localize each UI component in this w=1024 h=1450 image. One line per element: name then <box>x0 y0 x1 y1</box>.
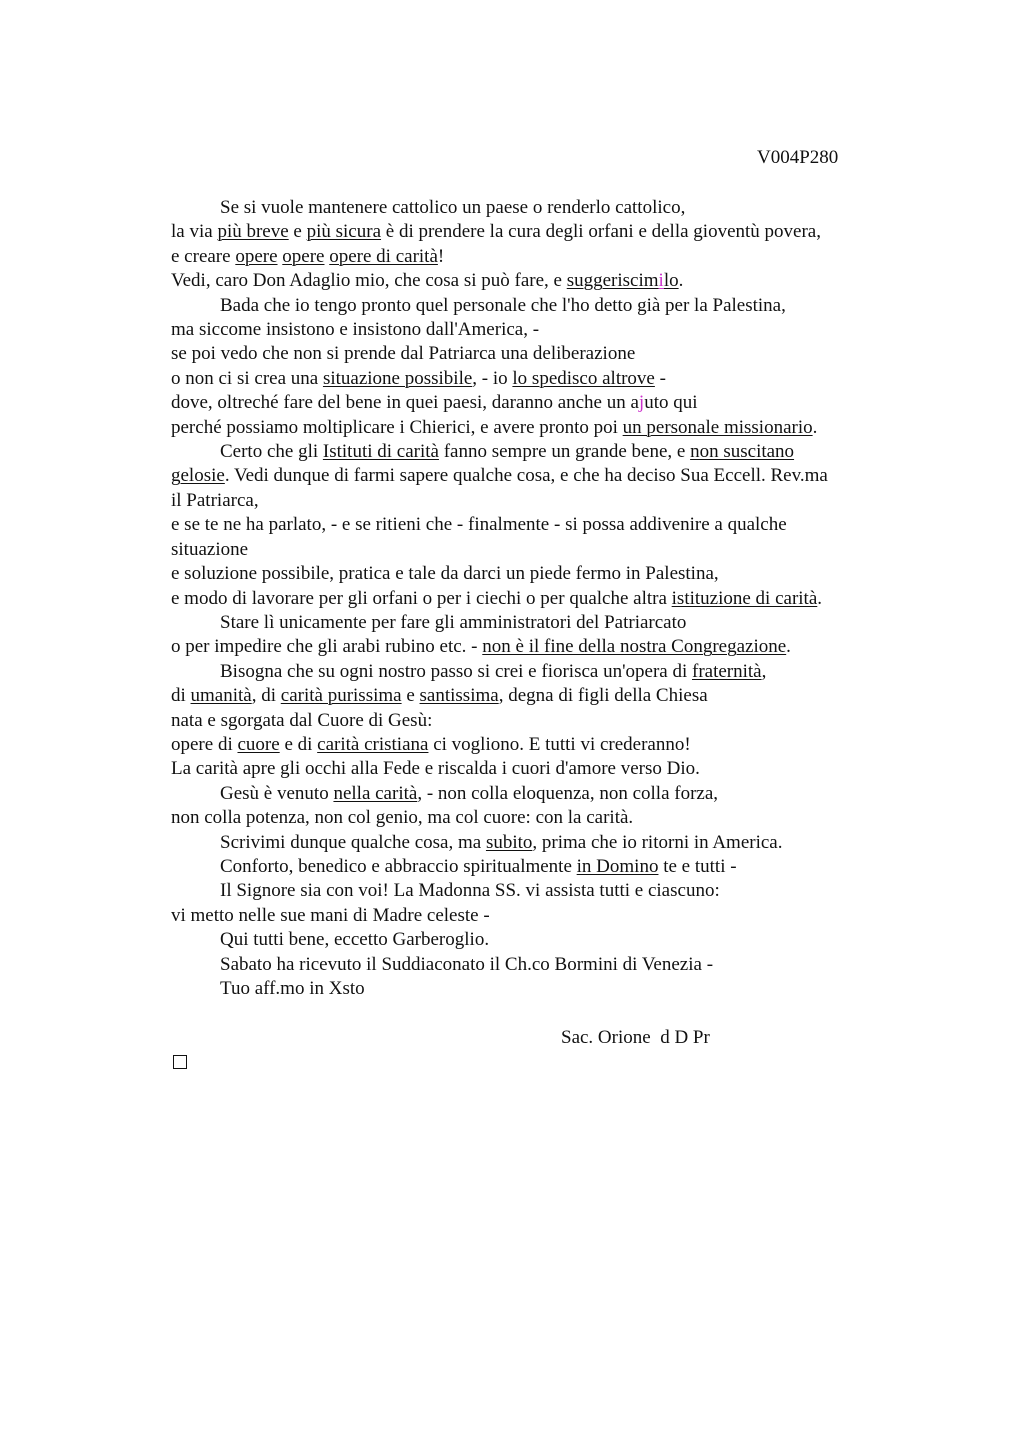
letter-line <box>171 489 891 513</box>
text-run: uto qui <box>644 392 698 414</box>
letter-line <box>171 953 891 977</box>
underlined-phrase: non suscitano <box>690 441 795 463</box>
text-run: , prima che io ritorni in America. <box>532 831 783 853</box>
text-run: e creare <box>171 245 236 267</box>
underlined-phrase: santissima <box>419 685 499 707</box>
letter-line <box>171 831 891 855</box>
text-run: . <box>678 270 684 292</box>
underlined-phrase: opere <box>282 245 325 267</box>
text-run: è di prendere la cura degli orfani e della gioventù povera, <box>381 221 821 243</box>
letter-line <box>171 269 891 293</box>
underlined-phrase: carità cristiana <box>317 733 429 755</box>
text-run: o per impedire che gli arabi rubino etc. - <box>171 636 483 658</box>
letter-body <box>171 196 891 1001</box>
text-run: Sabato ha ricevuto il Suddiaconato il Ch.co Bormini di Venezia - <box>220 953 714 975</box>
text-run: Scrivimi dunque qualche cosa, ma <box>220 831 486 853</box>
underlined-phrase: carità purissima <box>280 685 402 707</box>
underlined-phrase: subito <box>485 831 533 853</box>
underlined-phrase: nella carità <box>333 782 418 804</box>
letter-line <box>171 611 891 635</box>
text-run: Stare lì unicamente per fare gli amministratori del Patriarcato <box>220 611 687 633</box>
text-run: te e tutti - <box>658 855 737 877</box>
text-run: il Patriarca, <box>171 489 259 511</box>
text-run: la via <box>171 221 218 243</box>
text-run: se poi vedo che non si prende dal Patriarca una deliberazione <box>171 343 636 365</box>
underlined-phrase: più sicura <box>306 221 382 243</box>
text-run: Vedi, caro Don Adaglio mio, che cosa si può fare, e <box>171 270 567 292</box>
letter-line <box>171 855 891 879</box>
text-run: La carità apre gli occhi alla Fede e riscalda i cuori d'amore verso Dio. <box>171 758 700 780</box>
text-run: , degna di figli della Chiesa <box>498 685 708 707</box>
underlined-phrase: non è il fine della nostra Congregazione <box>482 636 787 658</box>
underlined-phrase: Istituti di carità <box>322 441 439 463</box>
underlined-phrase: più breve <box>217 221 289 243</box>
letter-line <box>171 757 891 781</box>
signature: Sac. Orione d D Pr <box>561 1027 710 1048</box>
text-run: . <box>786 636 791 658</box>
text-run: Certo che gli <box>220 441 323 463</box>
letter-line <box>171 196 891 220</box>
underlined-phrase: lo <box>663 270 679 292</box>
text-run: Conforto, benedico e abbraccio spiritualmente <box>220 855 577 877</box>
underlined-phrase: opere di carità <box>329 245 438 267</box>
underlined-phrase: lo spedisco altrove <box>512 367 655 389</box>
letter-line <box>171 733 891 757</box>
letter-line <box>171 538 891 562</box>
text-run: Qui tutti bene, eccetto Garberoglio. <box>220 929 490 951</box>
text-run: ! <box>437 245 445 267</box>
letter-line <box>171 220 891 244</box>
underlined-phrase: in Domino <box>576 855 659 877</box>
letter-line <box>171 928 891 952</box>
text-run: perché possiamo moltiplicare i Chierici, e avere pronto poi <box>171 416 623 438</box>
letter-line <box>171 294 891 318</box>
text-run: nata e sgorgata dal Cuore di Gesù: <box>171 709 433 731</box>
text-run: . <box>817 587 823 609</box>
text-run: ma siccome insistono e insistono dall'America, - <box>171 319 540 341</box>
underlined-phrase: istituzione di carità <box>671 587 818 609</box>
letter-line <box>171 245 891 269</box>
letter-line <box>171 391 891 415</box>
letter-line <box>171 587 891 611</box>
letter-line <box>171 684 891 708</box>
letter-line <box>171 660 891 684</box>
letter-line <box>171 977 891 1001</box>
text-run: situazione <box>171 538 249 560</box>
letter-line <box>171 904 891 928</box>
text-run: e <box>401 685 420 707</box>
text-run: e soluzione possibile, pratica e tale da darci un piede fermo in Palestina, <box>171 563 719 585</box>
underlined-phrase: cuore <box>237 733 280 755</box>
letter-line <box>171 464 891 488</box>
text-run: , - io <box>472 367 513 389</box>
text-run: Tuo aff.mo in Xsto <box>220 978 365 999</box>
letter-line <box>171 806 891 830</box>
letter-line <box>171 367 891 391</box>
text-run: - <box>654 367 666 389</box>
page-id: V004P280 <box>757 147 839 168</box>
text-run: , <box>761 660 767 682</box>
letter-line <box>171 879 891 903</box>
letter-line <box>171 709 891 733</box>
text-run: j <box>638 392 645 414</box>
text-run: Se si vuole mantenere cattolico un paese o renderlo cattolico, <box>220 197 686 218</box>
text-run: . Vedi dunque di farmi sapere qualche cosa, e che ha deciso Sua Eccell. Rev.ma <box>224 465 828 487</box>
text-run: . <box>812 416 818 438</box>
underlined-phrase: gelosie <box>171 465 225 487</box>
text-run: Bada che io tengo pronto quel personale che l'ho detto già per la Palestina, <box>220 294 786 316</box>
text-run: o non ci si crea una <box>171 367 323 389</box>
letter-line <box>171 782 891 806</box>
text-run: opere di <box>171 733 238 755</box>
letter-line <box>171 513 891 537</box>
text-run: e <box>288 221 307 243</box>
end-mark-box <box>173 1055 187 1069</box>
text-run: e modo di lavorare per gli orfani o per i ciechi o per qualche altra <box>171 587 672 609</box>
text-run: e di <box>279 733 318 755</box>
underlined-phrase: suggeriscim <box>566 270 659 292</box>
text-run: dove, oltreché fare del bene in quei paesi, daranno anche un a <box>171 392 639 414</box>
letter-line <box>171 635 891 659</box>
text-run: , - non colla eloquenza, non colla forza, <box>417 782 719 804</box>
text-run: Il Signore sia con voi! La Madonna SS. vi assista tutti e ciascuno: <box>220 880 720 902</box>
underlined-phrase: umanità <box>190 685 252 707</box>
text-run: e se te ne ha parlato, - e se ritieni che - finalmente - si possa addivenire a qualche <box>171 514 787 536</box>
text-run: vi metto nelle sue mani di Madre celeste - <box>171 904 490 926</box>
letter-line <box>171 318 891 342</box>
underlined-phrase: un personale missionario <box>622 416 813 438</box>
underlined-phrase: opere <box>235 245 278 267</box>
letter-line <box>171 562 891 586</box>
underlined-phrase: situazione possibile <box>322 367 473 389</box>
underlined-phrase: fraternità <box>692 660 762 682</box>
underlined-phrase: i <box>658 270 664 292</box>
text-run: Bisogna che su ogni nostro passo si crei e fiorisca un'opera di <box>220 660 692 682</box>
text-run: fanno sempre un grande bene, e <box>438 441 691 463</box>
letter-line <box>171 342 891 366</box>
text-run: Gesù è venuto <box>220 782 334 804</box>
text-run: ci vogliono. E tutti vi crederanno! <box>428 733 691 755</box>
letter-line <box>171 440 891 464</box>
text-run: , di <box>251 685 281 707</box>
text-run: di <box>171 685 191 707</box>
text-run: non colla potenza, non col genio, ma col cuore: con la carità. <box>171 807 634 829</box>
letter-line <box>171 416 891 440</box>
